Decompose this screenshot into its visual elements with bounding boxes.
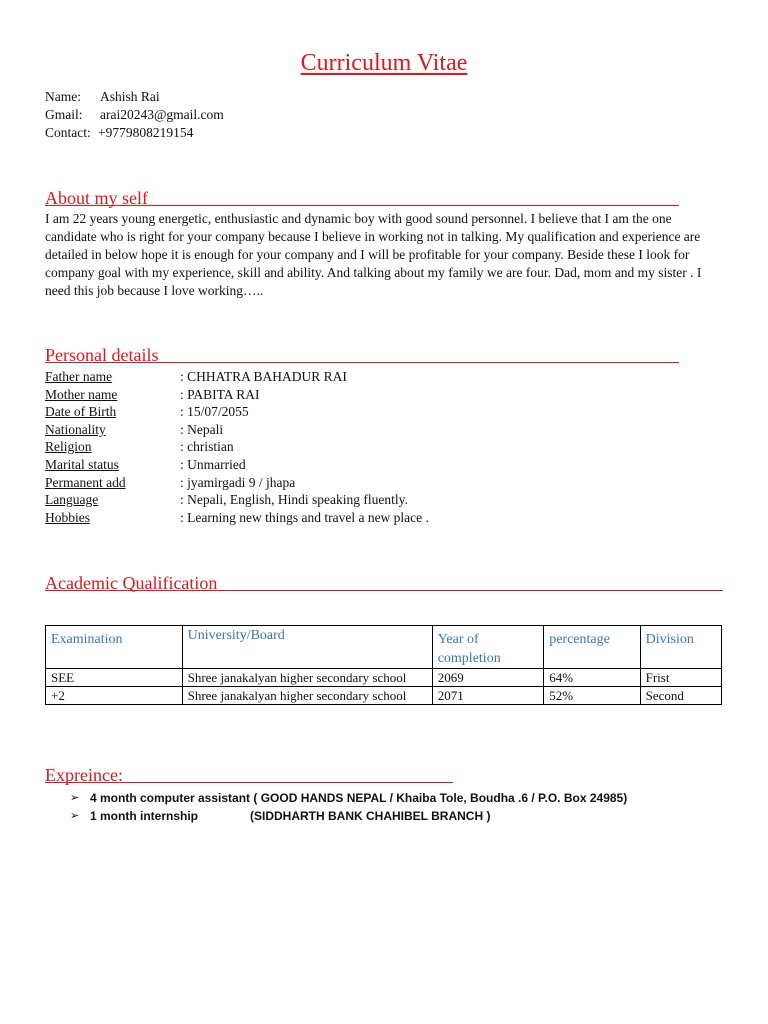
table-header-row [46, 626, 722, 669]
detail-value: : CHHATRA BAHADUR RAI [180, 369, 347, 384]
section-heading-experience [45, 764, 123, 786]
detail-label: Hobbies [45, 509, 90, 525]
experience-text: 1 month internship [90, 809, 198, 823]
table-cell: Shree janakalyan higher secondary school [182, 669, 432, 687]
table-row [46, 687, 722, 705]
detail-row [45, 438, 429, 456]
detail-value: : Unmarried [180, 456, 246, 472]
experience-detail: (SIDDHARTH BANK CHAHIBEL BRANCH ) [250, 809, 491, 823]
experience-list [70, 789, 627, 825]
contact-value: +9779808219154 [98, 125, 194, 140]
table-cell: Frist [640, 669, 721, 687]
list-item [70, 807, 627, 825]
arrow-bullet-icon: ➢ [70, 792, 80, 804]
detail-row [45, 368, 429, 386]
contact-label: Gmail: [45, 107, 83, 122]
heading-underline [45, 362, 679, 363]
detail-label: Permanent add [45, 474, 126, 490]
table-cell: 2071 [432, 687, 543, 705]
contact-row-name [45, 88, 224, 106]
contact-label: Contact: [45, 125, 91, 140]
detail-value: : Learning new things and travel a new place . [180, 509, 429, 525]
contact-value: Ashish Rai [100, 89, 160, 104]
contact-row-gmail [45, 106, 224, 124]
detail-value: : 15/07/2055 [180, 404, 249, 420]
personal-details-list [45, 368, 429, 526]
contact-block [45, 88, 224, 142]
detail-row [45, 421, 429, 439]
section-heading-academic [45, 572, 217, 594]
table-cell: 64% [544, 669, 640, 687]
table-cell: 52% [544, 687, 640, 705]
detail-row [45, 403, 429, 421]
academic-table [45, 625, 722, 705]
list-item [70, 789, 627, 807]
header-examination: Examination [46, 626, 183, 669]
heading-underline [45, 205, 679, 206]
detail-row [45, 491, 429, 509]
document-title: Curriculum Vitae [300, 50, 468, 76]
arrow-bullet-icon: ➢ [70, 810, 80, 822]
section-heading-about [45, 187, 148, 209]
contact-value: arai20243@gmail.com [100, 107, 224, 122]
heading-underline [45, 782, 453, 783]
detail-value: : Nepali [180, 421, 224, 437]
contact-label: Name: [45, 89, 81, 104]
header-year: Year of completion [432, 626, 543, 669]
contact-row-phone [45, 124, 224, 142]
detail-label: Date of Birth [45, 404, 117, 420]
table-cell: +2 [46, 687, 183, 705]
detail-label: Father name [45, 369, 113, 384]
detail-row [45, 456, 429, 474]
detail-label: Nationality [45, 421, 106, 437]
detail-row [45, 509, 429, 527]
detail-value: : Nepali, English, Hindi speaking fluently. [180, 492, 408, 508]
table-cell: Second [640, 687, 721, 705]
header-university: University/Board [182, 626, 432, 669]
table-cell: SEE [46, 669, 183, 687]
table-cell: Shree janakalyan higher secondary school [182, 687, 432, 705]
detail-label: Marital status [45, 456, 119, 472]
experience-text: 4 month computer assistant ( GOOD HANDS NEPAL / Khaiba Tole, Boudha .6 / P.O. Box 24985) [90, 791, 628, 805]
header-division: Division [640, 626, 721, 669]
detail-row [45, 474, 429, 492]
section-heading-personal [45, 344, 158, 366]
heading-underline [45, 590, 723, 591]
detail-label: Religion [45, 439, 92, 455]
section-heading-text: Personal details [45, 345, 159, 365]
header-percentage: percentage [544, 626, 640, 669]
detail-row [45, 386, 429, 404]
detail-label: Language [45, 492, 99, 508]
detail-value: : PABITA RAI [180, 386, 260, 402]
section-heading-text: Expreince: [45, 765, 123, 785]
detail-value: : christian [180, 439, 234, 455]
detail-value: : jyamirgadi 9 / jhapa [180, 474, 296, 490]
section-heading-text: About my self [45, 188, 148, 208]
table-cell: 2069 [432, 669, 543, 687]
section-heading-text: Academic Qualification [45, 573, 218, 593]
detail-label: Mother name [45, 386, 118, 402]
about-paragraph: I am 22 years young energetic, enthusiastic and dynamic boy with good sound personnel. I believe that I am the one candidate who is right for your company because I believe in working not in talking. My qualification and experience are detailed in below hope it is enough for your company and I will be profitable for your company. Beside these I look for company goal with my experience, skill and ability. And talking about my family we are four. Dad, mom and my sister . I need this job because I love working….. [45, 211, 702, 298]
table-row [46, 669, 722, 687]
